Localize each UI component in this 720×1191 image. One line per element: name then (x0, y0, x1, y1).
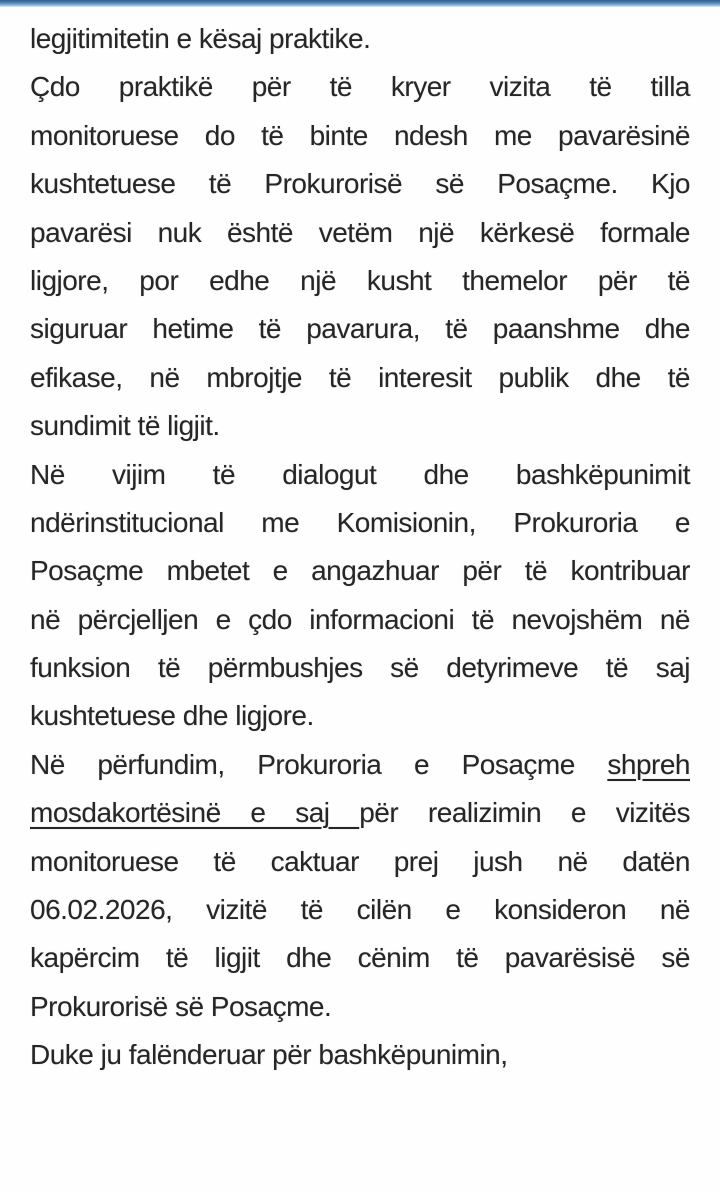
text-segment: kushtetuese të Prokurorisë së Posaçme. Kjo (30, 168, 690, 200)
text-line-5 (30, 209, 690, 257)
text-segment: Duke ju falënderuar për bashkëpunimin, (30, 1039, 508, 1071)
text-line-13 (30, 596, 690, 644)
text-line-14 (30, 644, 690, 692)
text-segment: Posaçme mbetet e angazhuar për të kontribuar (30, 555, 690, 587)
text-segment: Çdo praktikë për të kryer vizita të tilla (30, 71, 690, 103)
text-line-7 (30, 305, 690, 353)
text-line-22 (30, 1031, 690, 1079)
text-segment: Në përfundim, Prokuroria e Posaçme (30, 748, 608, 780)
text-segment: legjitimitetin e kësaj praktike. (30, 23, 371, 54)
text-segment: efikase, në mbrojtje të interesit publik dhe të (30, 361, 690, 393)
text-line-17 (30, 789, 690, 837)
text-line-8 (30, 354, 690, 402)
text-segment: pavarësi nuk është vetëm një kërkesë formale (30, 216, 690, 248)
text-segment: funksion të përmbushjes së detyrimeve të saj (30, 652, 690, 684)
text-line-2 (30, 63, 690, 111)
text-line-16 (30, 741, 690, 789)
text-line-4 (30, 160, 690, 208)
text-segment: ndërinstitucional me Komisionin, Prokuroria e (30, 506, 690, 538)
text-line-15 (30, 692, 690, 740)
top-accent-bar (0, 0, 720, 7)
text-line-10 (30, 451, 690, 499)
underlined-text-segment: mosdakortësinë e saj (30, 797, 360, 829)
text-line-9 (30, 402, 690, 450)
text-segment: për realizimin e vizitës (359, 797, 690, 829)
text-line-18 (30, 838, 690, 886)
text-segment: sundimit të ligjit. (30, 410, 220, 442)
text-line-11 (30, 499, 690, 547)
text-line-1 (30, 15, 690, 63)
text-segment: kushtetuese dhe ligjore. (30, 700, 314, 732)
text-line-21 (30, 983, 690, 1031)
underlined-text-segment: shpreh (607, 748, 690, 780)
document-body (0, 7, 720, 1080)
text-segment: monitoruese do të binte ndesh me pavarësinë (30, 119, 690, 151)
text-segment: në përcjelljen e çdo informacioni të nevojshëm në (30, 603, 690, 635)
text-segment: ligjore, por edhe një kusht themelor për të (30, 264, 690, 296)
text-segment: 06.02.2026, vizitë të cilën e konsideron në (30, 894, 690, 926)
text-segment: Në vijim të dialogut dhe bashkëpunimit (30, 458, 690, 490)
text-line-6 (30, 257, 690, 305)
text-segment: Prokurorisë së Posaçme. (30, 990, 332, 1022)
text-line-3 (30, 112, 690, 160)
text-line-20 (30, 934, 690, 982)
text-segment: kapërcim të ligjit dhe cënim të pavarësisë së (30, 942, 690, 974)
text-segment: siguruar hetime të pavarura, të paanshme dhe (30, 313, 690, 345)
text-line-19 (30, 886, 690, 934)
text-segment: monitoruese të caktuar prej jush në datën (30, 845, 690, 877)
text-line-12 (30, 547, 690, 595)
